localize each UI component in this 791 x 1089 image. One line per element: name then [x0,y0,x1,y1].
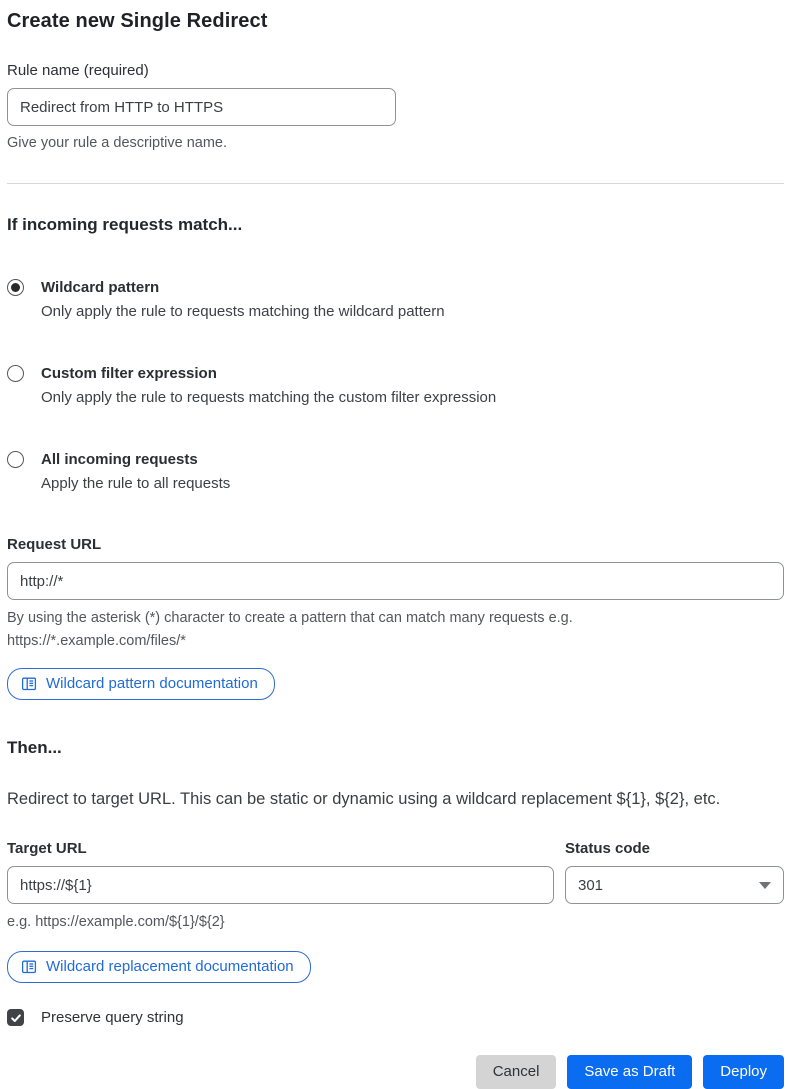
deploy-button[interactable]: Deploy [703,1055,784,1089]
match-radio-group [7,278,784,495]
radio-label-all-requests: All incoming requests [41,451,198,468]
book-open-icon [21,959,37,975]
section-divider [7,183,784,184]
radio-desc-wildcard-pattern: Only apply the rule to requests matching the wildcard pattern [41,303,445,320]
radio-option-custom-filter[interactable] [7,364,784,409]
request-url-helper [7,607,784,653]
wildcard-pattern-docs-label: Wildcard pattern documentation [46,675,258,692]
target-url-field [7,839,554,934]
cancel-button[interactable]: Cancel [476,1055,557,1089]
radio-option-wildcard-pattern[interactable] [7,278,784,323]
target-status-row [7,839,784,934]
status-code-field [565,839,784,934]
rule-name-helper: Give your rule a descriptive name. [7,135,228,151]
rule-name-field [7,61,784,155]
then-section-heading: Then... [7,738,62,757]
wildcard-replacement-docs-button[interactable] [7,951,311,983]
radio-wildcard-pattern[interactable] [7,279,24,296]
radio-option-all-requests[interactable] [7,450,784,495]
save-as-draft-button[interactable]: Save as Draft [567,1055,692,1089]
request-url-input[interactable] [7,562,784,600]
footer-actions [7,1055,784,1089]
status-code-value: 301 [578,876,604,894]
radio-texts [41,364,496,409]
radio-all-requests[interactable] [7,451,24,468]
status-code-label: Status code [565,840,651,857]
radio-desc-custom-filter: Only apply the rule to requests matching the custom filter expression [41,389,497,406]
radio-texts [41,450,230,495]
target-url-input[interactable] [7,866,554,904]
target-url-label: Target URL [7,840,87,857]
caret-down-icon [759,882,771,889]
request-url-label: Request URL [7,536,102,553]
request-url-helper-line1: By using the asterisk (*) character to create a pattern that can match many requests e.g. [7,610,573,626]
book-open-icon [21,676,37,692]
radio-desc-all-requests: Apply the rule to all requests [41,475,231,492]
radio-selected-dot [11,283,20,292]
request-url-helper-line2: https://*.example.com/files/* [7,633,186,649]
preserve-query-checkbox[interactable] [7,1009,24,1026]
wildcard-pattern-docs-button[interactable] [7,668,275,700]
then-description: Redirect to target URL. This can be static or dynamic using a wildcard replacement ${1}, ${2}, etc. [7,790,721,808]
rule-name-label: Rule name (required) [7,62,149,79]
preserve-query-row[interactable] [7,1009,784,1026]
rule-name-input[interactable] [7,88,396,126]
radio-label-wildcard-pattern: Wildcard pattern [41,279,160,296]
page-title: Create new Single Redirect [7,10,268,32]
wildcard-replacement-docs-label: Wildcard replacement documentation [46,958,294,975]
radio-texts [41,278,445,323]
checkmark-icon [10,1012,22,1024]
preserve-query-label: Preserve query string [41,1009,184,1026]
radio-label-custom-filter: Custom filter expression [41,365,217,382]
status-code-select[interactable] [565,866,784,904]
radio-custom-filter[interactable] [7,365,24,382]
match-section-heading: If incoming requests match... [7,215,243,234]
request-url-field [7,535,784,700]
target-url-helper: e.g. https://example.com/${1}/${2} [7,914,225,930]
